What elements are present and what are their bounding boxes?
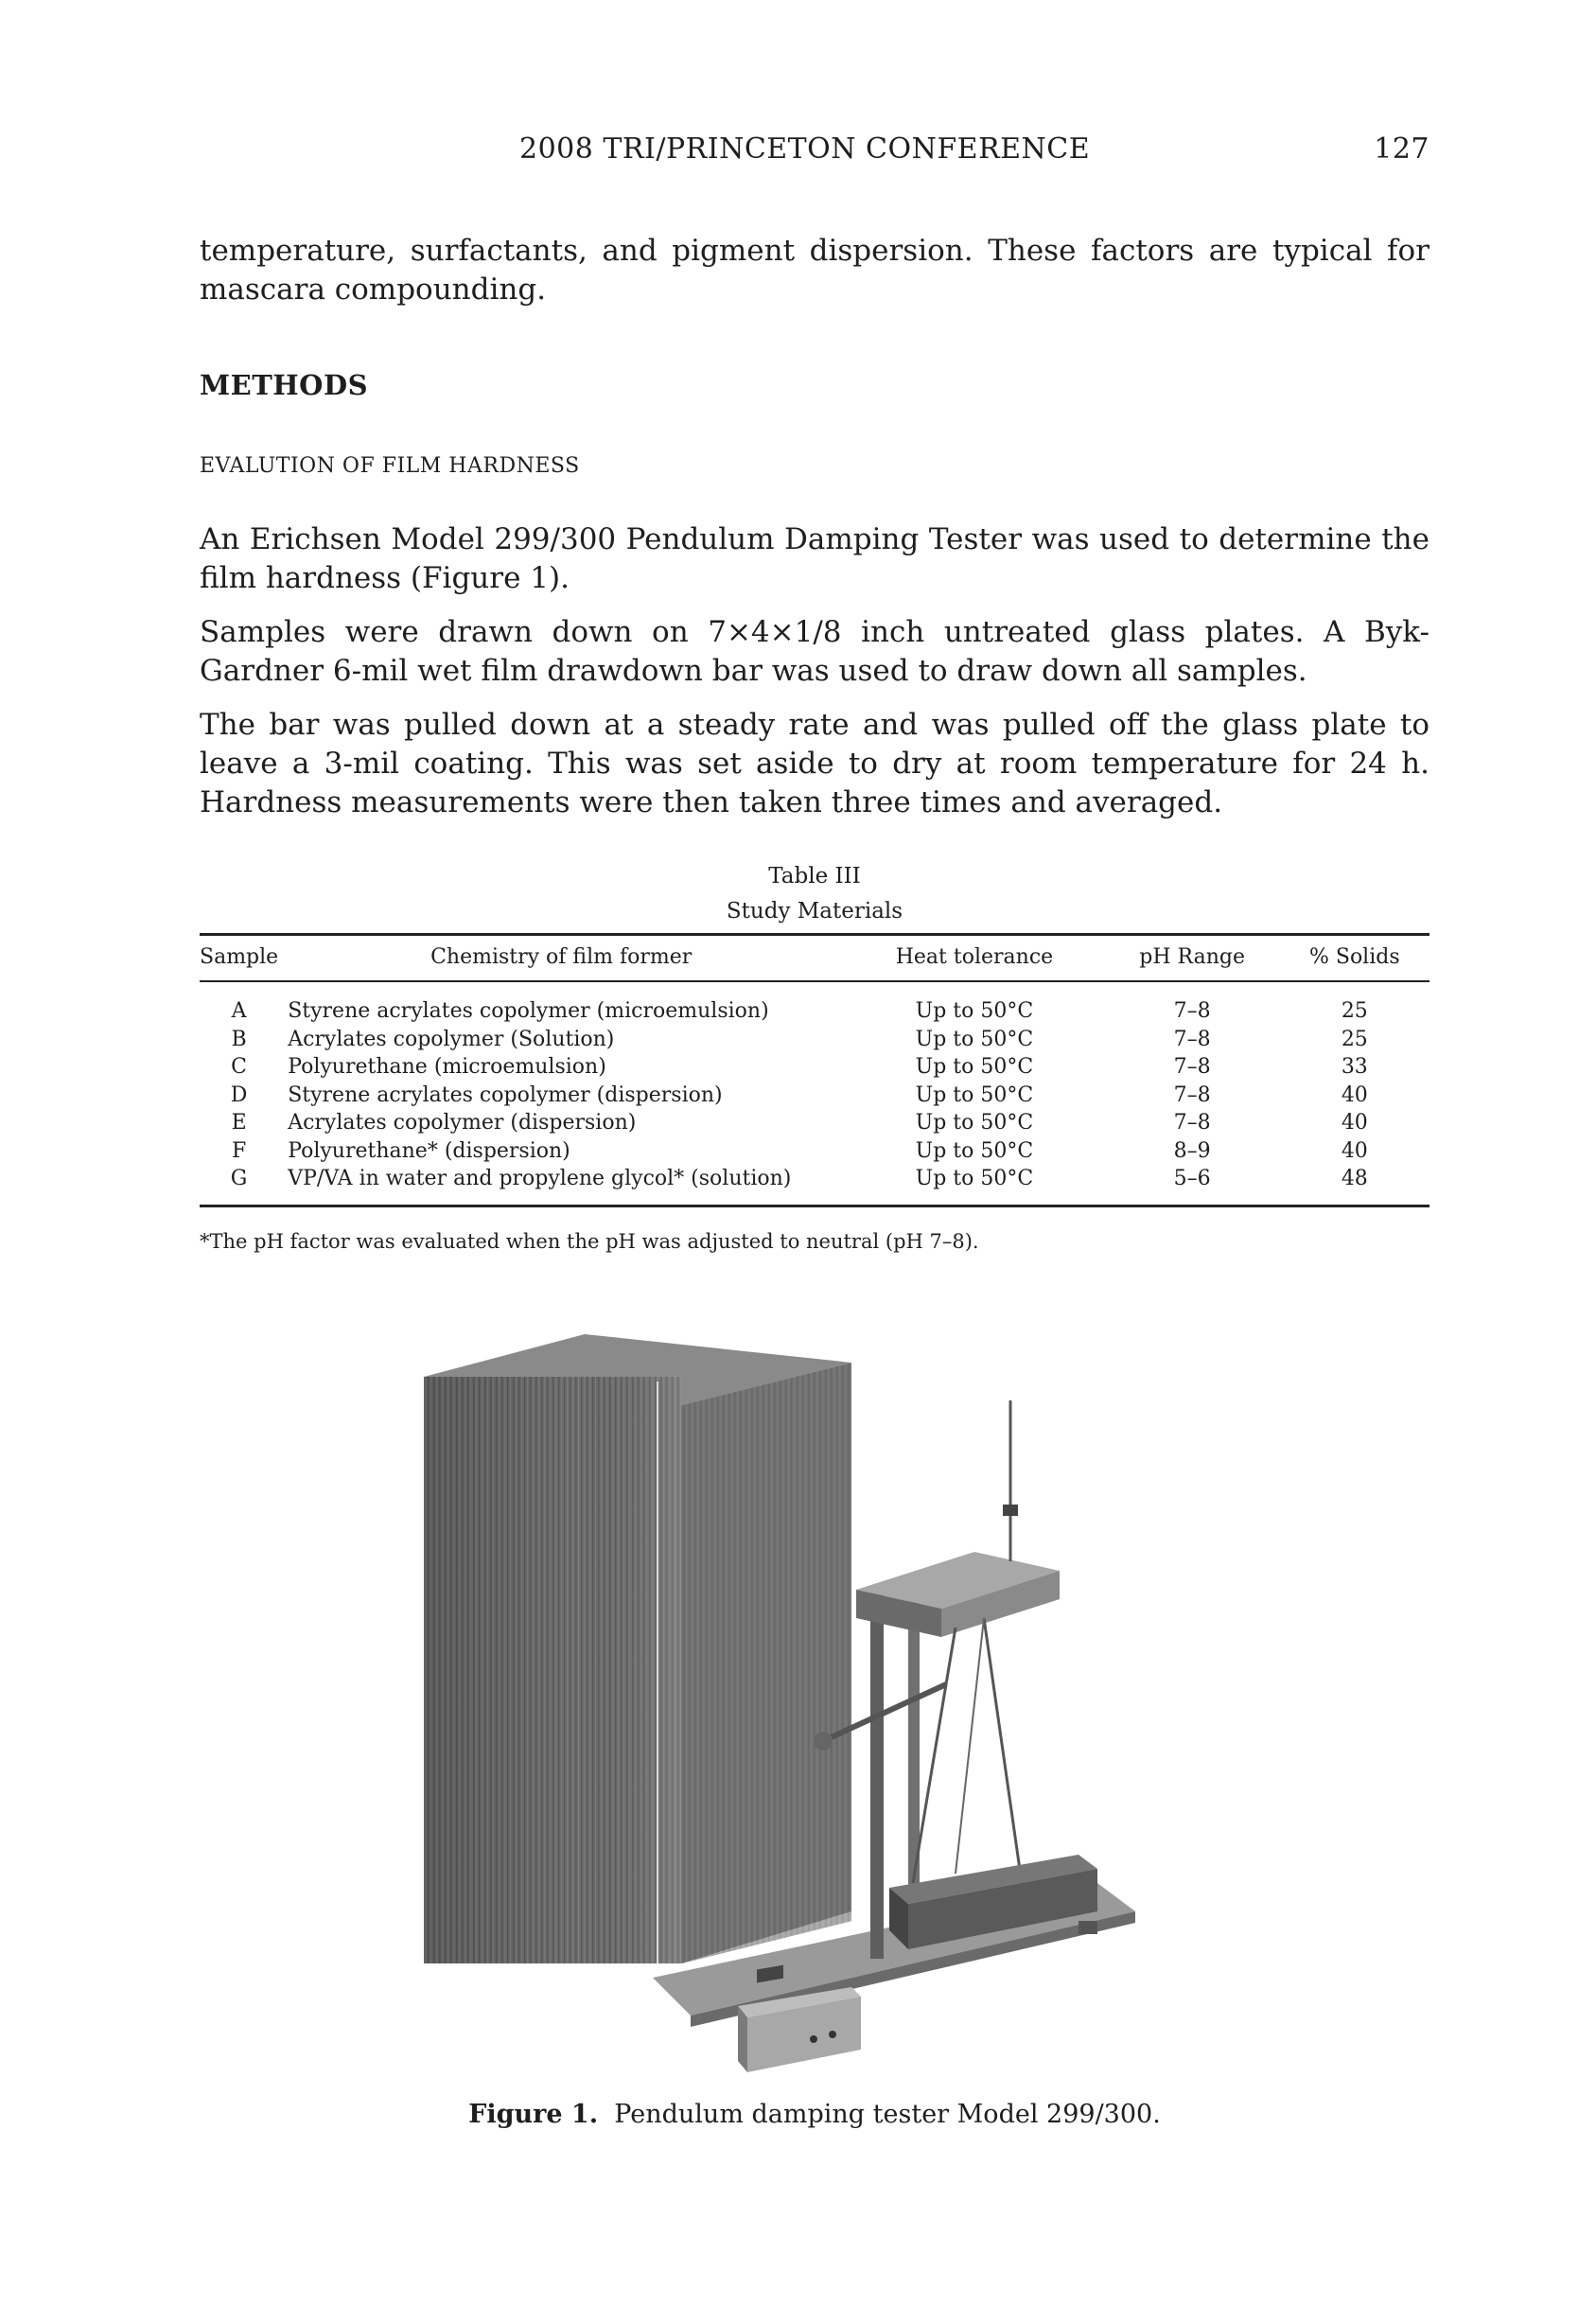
cell-heat-tolerance: Up to 50°C (915, 1027, 1034, 1051)
cell-chemistry: Styrene acrylates copolymer (dispersion) (288, 1083, 723, 1107)
table-row (200, 1137, 1429, 1166)
table-label: Table III (768, 864, 861, 889)
table-row (200, 1026, 1429, 1054)
col-header-heat-tolerance: Heat tolerance (844, 935, 1105, 982)
cell-heat-tolerance: Up to 50°C (915, 999, 1034, 1023)
figure-label: Figure 1. (468, 2100, 599, 2129)
cell-solids: 40 (1341, 1111, 1368, 1135)
cell-ph-range: 7–8 (1173, 1111, 1211, 1135)
cell-solids: 33 (1341, 1055, 1368, 1079)
cell-solids: 25 (1341, 999, 1368, 1023)
table-footnote: *The pH factor was evaluated when the pH was adjusted to neutral (pH 7–8). (200, 1230, 979, 1253)
cell-chemistry: Acrylates copolymer (Solution) (288, 1027, 615, 1051)
cell-chemistry: Polyurethane* (dispersion) (288, 1138, 570, 1163)
cell-chemistry: VP/VA in water and propylene glycol* (solution) (278, 1165, 844, 1206)
cell-heat-tolerance: Up to 50°C (915, 1138, 1034, 1163)
cell-heat-tolerance: Up to 50°C (915, 1055, 1034, 1079)
table-row (200, 981, 1429, 1026)
table-row (200, 1082, 1429, 1110)
cell-solids: 48 (1280, 1165, 1429, 1206)
pendulum-tester-figure (416, 1325, 1135, 2082)
running-title: 2008 TRI/PRINCETON CONFERENCE (519, 132, 1091, 166)
col-header-solids: % Solids (1280, 935, 1429, 982)
cabinet (424, 1334, 851, 1963)
cell-heat-tolerance: Up to 50°C (844, 1165, 1105, 1206)
col-header-chemistry: Chemistry of film former (278, 935, 844, 982)
paragraph-1: An Erichsen Model 299/300 Pendulum Damping Tester was used to determine the film hardness (Figure 1). (200, 522, 1429, 595)
table-header-row (200, 935, 1429, 982)
paragraph-2: Samples were drawn down on 7×4×1/8 inch untreated glass plates. A Byk-Gardner 6-mil wet film drawdown bar was used to draw down all samples. (200, 615, 1429, 688)
cell-heat-tolerance: Up to 50°C (915, 1083, 1034, 1107)
figure-caption-text: Pendulum damping tester Model 299/300. (614, 2100, 1161, 2129)
cell-chemistry: Styrene acrylates copolymer (microemulsion) (288, 999, 769, 1023)
table-row (200, 1053, 1429, 1082)
table-row (200, 1109, 1429, 1137)
cell-ph-range: 7–8 (1173, 999, 1211, 1023)
study-materials-table (200, 933, 1429, 1207)
cell-heat-tolerance: Up to 50°C (915, 1111, 1034, 1135)
cell-ph-range: 7–8 (1173, 1083, 1211, 1107)
cell-ph-range: 8–9 (1173, 1138, 1211, 1163)
cell-sample: F (231, 1138, 247, 1163)
paragraph-3: The bar was pulled down at a steady rate and was pulled off the glass plate to leave a 3-mil coating. This was set aside to dry at room temperature for 24 h. Hardness measurements were then taken three times and averaged. (200, 708, 1429, 819)
table-caption: Study Materials (726, 899, 903, 924)
cell-sample: B (231, 1027, 247, 1051)
cell-sample: E (231, 1111, 247, 1135)
cell-sample: D (230, 1083, 248, 1107)
cell-ph-range: 7–8 (1173, 1055, 1211, 1079)
cell-ph-range: 5–6 (1105, 1165, 1280, 1206)
section-heading-methods: METHODS (200, 369, 369, 401)
cell-ph-range: 7–8 (1173, 1027, 1211, 1051)
page-number: 127 (1374, 132, 1429, 166)
table-row (200, 1165, 1429, 1206)
col-header-ph-range: pH Range (1105, 935, 1280, 982)
cell-sample: G (200, 1165, 278, 1206)
intro-paragraph: temperature, surfactants, and pigment dispersion. These factors are typical for mascara compounding. (200, 234, 1429, 307)
cell-chemistry: Polyurethane (microemulsion) (288, 1055, 606, 1079)
col-header-sample: Sample (200, 935, 278, 982)
cell-sample: A (231, 999, 247, 1023)
cell-solids: 40 (1341, 1138, 1368, 1163)
cell-sample: C (231, 1055, 248, 1079)
cell-solids: 40 (1341, 1083, 1368, 1107)
figure-caption (200, 2100, 1429, 2129)
cell-chemistry: Acrylates copolymer (dispersion) (288, 1111, 637, 1135)
cell-solids: 25 (1341, 1027, 1368, 1051)
subsection-heading: EVALUTION OF FILM HARDNESS (200, 454, 580, 478)
